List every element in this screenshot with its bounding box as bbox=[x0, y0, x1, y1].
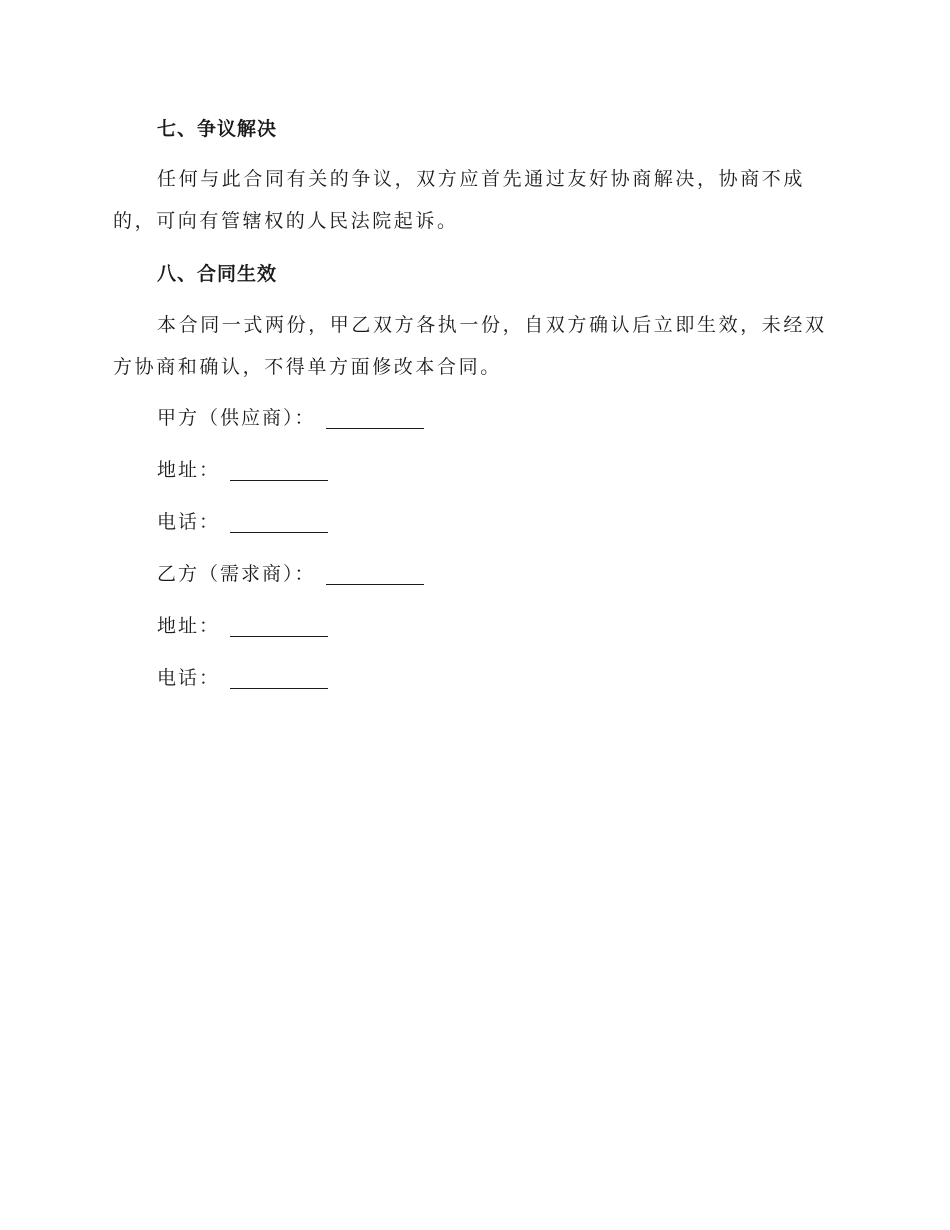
party-a-address-field bbox=[157, 455, 328, 485]
party-a-phone-label: 电话： bbox=[157, 511, 221, 533]
party-a-label: 甲方（供应商）： bbox=[157, 407, 316, 429]
party-a-phone-field bbox=[157, 507, 328, 537]
party-a-phone-blank-line[interactable] bbox=[230, 510, 328, 533]
party-a-address-blank-line[interactable] bbox=[230, 458, 328, 481]
party-b-address-label: 地址： bbox=[157, 615, 221, 637]
party-a-blank-line[interactable] bbox=[326, 406, 424, 429]
section-heading-dispute: 七、争议解决 bbox=[157, 118, 278, 140]
party-b-field bbox=[157, 559, 424, 589]
party-b-blank-line[interactable] bbox=[326, 562, 424, 585]
section-body-dispute: 任何与此合同有关的争议，双方应首先通过友好协商解决，协商不成的，可向有管辖权的人民法院起诉。 bbox=[113, 168, 806, 232]
party-a-field bbox=[157, 403, 424, 433]
party-b-label: 乙方（需求商）： bbox=[157, 563, 316, 585]
section-heading-effective: 八、合同生效 bbox=[157, 263, 278, 285]
party-b-address-blank-line[interactable] bbox=[230, 614, 328, 637]
party-b-address-field bbox=[157, 611, 328, 641]
party-b-phone-field bbox=[157, 663, 328, 693]
party-a-address-label: 地址： bbox=[157, 459, 221, 481]
section-body-effective: 本合同一式两份，甲乙双方各执一份，自双方确认后立即生效，未经双方协商和确认，不得单方面修改本合同。 bbox=[113, 314, 827, 378]
party-b-phone-label: 电话： bbox=[157, 667, 221, 689]
party-b-phone-blank-line[interactable] bbox=[230, 666, 328, 689]
